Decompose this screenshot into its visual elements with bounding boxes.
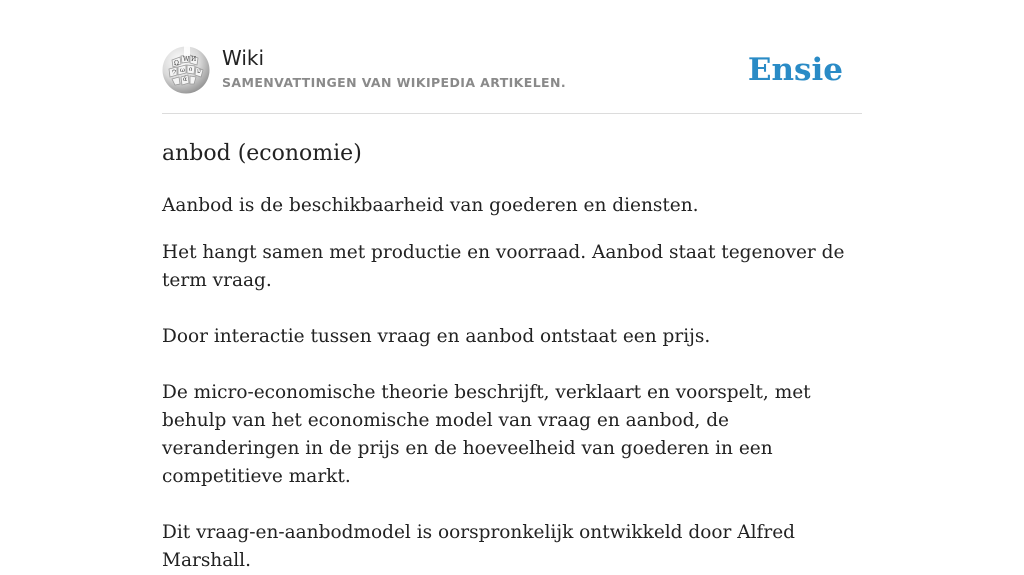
site-header (162, 0, 862, 114)
svg-text:Ω: Ω (174, 60, 179, 67)
svg-text:ი: ი (189, 66, 193, 73)
wikipedia-globe-icon[interactable] (162, 46, 210, 94)
brand-logo-link[interactable]: Ensie (747, 52, 843, 88)
article (162, 140, 862, 575)
svg-text:W: W (183, 56, 190, 63)
article-paragraph: Door interactie tussen vraag en aanbod ontstaat een prijs. (162, 326, 711, 347)
svg-text:ά: ά (183, 76, 188, 83)
svg-text:ש: ש (197, 68, 202, 75)
svg-text:И: И (191, 56, 197, 63)
article-paragraph: Dit vraag-en-aanbodmodel is oorspronkelijk ontwikkeld door Alfred Marshall. (162, 522, 796, 571)
article-paragraph: De micro-economische theorie beschrijft, verklaart en voorspelt, met behulp van het economische model van vraag en aanbod, de veranderingen in de prijs en de hoeveelheid van goederen in een competitieve markt. (162, 382, 811, 487)
article-paragraph: Aanbod is de beschikbaarheid van goederen en diensten. (162, 195, 699, 216)
site-title[interactable]: Wiki (222, 46, 265, 70)
svg-text:ω: ω (180, 67, 185, 74)
article-title: anbod (economie) (162, 141, 362, 166)
article-paragraph: Het hangt samen met productie en voorraad. Aanbod staat tegenover de term vraag. (162, 242, 845, 291)
svg-text:ウ: ウ (171, 69, 178, 76)
site-tagline: SAMENVATTINGEN VAN WIKIPEDIA ARTIKELEN. (222, 75, 567, 90)
content-container (162, 0, 862, 575)
